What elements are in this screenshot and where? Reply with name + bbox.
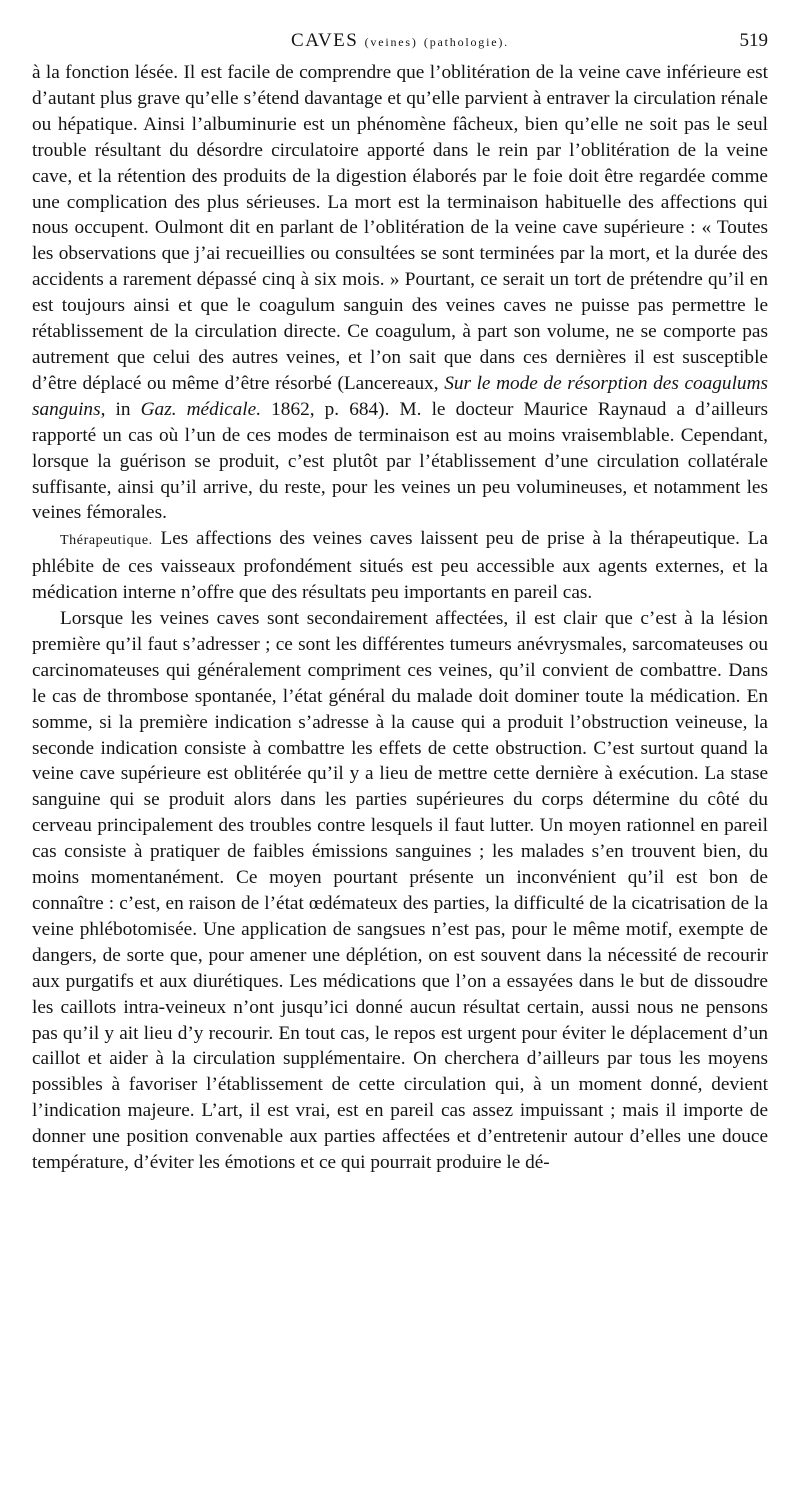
running-title-pathologie: (pathologie). [423,35,509,49]
running-title-veines: (veines) [364,35,418,49]
paragraph-prognosis [32,60,768,526]
paragraph-therapeutique-text: Les affections des veines caves laissent peu de prise à la thérapeutique. La phlébite de ces vaisseaux profondément situés est peu accessible aux agents externes, et la médication interne n’offre que des résultats peu importants en pareil cas. [32,528,768,604]
citation-journal: Gaz. médicale. [140,398,262,420]
page-number: 519 [739,30,768,51]
paragraph-secondary-affections: Lorsque les veines caves sont secondairement affectées, il est clair que c’est à la lésion première qu’il faut s’adresser ; ce sont les différentes tumeurs anévrysmales, sarcomateuses ou carcinomateuses qui généralement compriment ces veines, qu’il convient de combattre. Dans le cas de thrombose spontanée, l’état général du malade doit dominer toute la médication. En somme, si la première indication s’adresse à la cause qui a produit l’obstruction veineuse, la seconde indication consiste à combattre les effets de cette obstruction. C’est surtout quand la veine cave supérieure est oblitérée qu’il y a lieu de mettre cette dernière à exécution. La stase sanguine qui se produit alors dans les parties supérieures du corps détermine du côté du cerveau principalement des troubles contre lesquels il faut lutter. Un moyen rationnel en pareil cas consiste à pratiquer de faibles émissions sanguines ; les malades s’en trouvent bien, du moins momentanément. Ce moyen pourtant présente un inconvénient qu’il est bon de connaître : c’est, en raison de l’état œdémateux des parties, la difficulté de la cicatrisation de la veine phlébotomisée. Une application de sangsues n’est pas, pour le même motif, exempte de dangers, de sorte que, pour amener une déplétion, on est souvent dans la nécessité de recourir aux purgatifs et aux diurétiques. Les médications que l’on a essayées dans le but de dissoudre les caillots intra-veineux n’ont jusqu’ici donné aucun résultat certain, aussi nous ne pensons pas qu’il y ait lieu d’y recourir. En tout cas, le repos est urgent pour éviter le déplacement d’un caillot et aider à la circulation supplémentaire. On cherchera d’ailleurs par tous les moyens possibles à favoriser l’établissement de cette circulation qui, à un moment donné, devient l’indication majeure. L’art, il est vrai, est en pareil cas assez impuissant ; mais il importe de donner une position convenable aux parties affectées et d’entretenir autour d’elles une douce température, d’éviter les émotions et ce qui pourrait produire le dé- [32,608,768,1174]
running-title-main: CAVES [291,30,359,51]
paragraph-therapeutique [32,526,768,606]
book-page [32,20,768,1176]
paragraph-prognosis-text-3: 1862, p. 684). M. le docteur Maurice Raynaud a d’ailleurs rapporté un cas où l’un de ces modes de terminaison est au moins vraisemblable. Cependant, lorsque la guérison se produit, c’est plutôt par l’établissement d’une circulation collatérale suffisante, ainsi qu’il arrive, du reste, pour les veines un peu volumineuses, et notamment les veines fémorales. [32,398,768,524]
citation-title: Sur le mode de résorption des coagulums sanguins [32,372,768,420]
body-text [32,60,768,1176]
running-title [32,30,768,52]
section-label-therapeutique: Thérapeutique. [60,533,153,549]
running-head [32,20,768,60]
paragraph-prognosis-text-1: à la fonction lésée. Il est facile de comprendre que l’oblitération de la veine cave inférieure est d’autant plus grave qu’elle s’étend davantage et qu’elle parvient à entraver la circulation rénale ou hépatique. Ainsi l’albuminurie est un phénomène fâcheux, bien qu’elle ne soit pas le seul trouble résultant du désordre circulatoire apporté dans le rein par l’oblitération de la veine cave, et la rétention des produits de la digestion élaborés par le foie doit être regardée comme une complication des plus sérieuses. La mort est la terminaison habituelle des affections qui nous occupent. Oulmont dit en parlant de l’oblitération de la veine cave supérieure : « Toutes les observations que j’ai recueillies ou consultées se sont terminées par la mort, et la durée des accidents a rarement dépassé cinq à six mois. » Pourtant, ce serait un tort de prétendre qu’il en est toujours ainsi et que le coagulum sanguin des veines caves ne puisse pas permettre le rétablissement de la circulation directe. Ce coagulum, à part son volume, ne se comporte pas autrement que celui des autres veines, et l’on sait que dans ces dernières il est susceptible d’être déplacé ou même d’être résorbé (Lancereaux, [32,62,768,394]
paragraph-prognosis-text-2: , in [100,398,141,420]
